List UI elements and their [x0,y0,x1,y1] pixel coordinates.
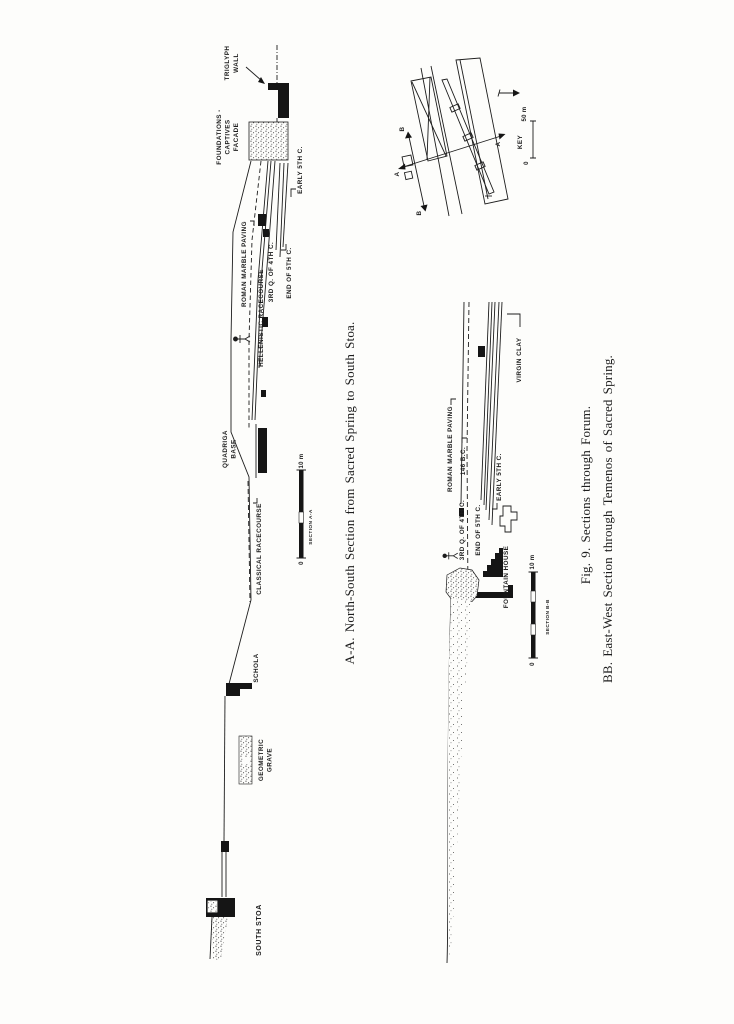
label-grave: GRAVE [266,747,274,773]
label-foundations: FOUNDATIONS - [216,109,223,165]
label-classical-racecourse: CLASSICAL RACECOURSE [256,503,263,595]
aa-stoa-wall-lines [222,852,226,897]
aa-geometric-grave-gap [243,757,249,764]
pointer-bracket [291,189,296,197]
key-label-b-bottom: B [416,210,423,216]
label-3rd-q-4th: 3RD Q. OF 4TH C. [268,241,275,303]
aa-block [263,229,269,237]
aa-block [261,390,266,397]
pointer-bracket [253,498,257,503]
caption-section-aa: A-A. North-South Section from Sacred Spring to South Stoa. [342,321,357,665]
aa-ground-line-south [224,696,225,841]
label-quadriga: QUADRIGA [222,430,229,468]
caption-figure: Fig. 9. Sections through Forum. [578,405,593,585]
label-3rd-q-4th: 3RD Q. OF 4TH C. [459,499,466,561]
key-title: KEY [517,134,524,150]
bb-paving-dashed-line [467,302,469,596]
bb-scale-10m: 10 m [530,554,536,570]
pointer-bracket [451,399,456,405]
label-146-bc: 146 B.C. [460,446,467,476]
label-south-stoa: SOUTH STOA [256,904,263,956]
label-facade: FACADE [233,122,240,152]
key-west-band-brace [412,77,446,160]
key-label-a-left: A [394,171,401,177]
bb-staircase [483,548,503,577]
arrowhead-icon [421,205,428,212]
key-map [394,58,536,216]
section-bb-drawing [443,302,538,963]
label-wall: WALL [233,53,240,73]
label-geometric: GEOMETRIC [258,738,265,782]
scale-figure-icon [234,335,251,343]
aa-triglyph-wall-structure [278,90,289,118]
aa-captives-facade-foundation [249,122,288,160]
aa-scale-title: SECTION A-A [309,509,314,545]
aa-scale-bar [297,470,307,558]
label-virgin-clay: VIRGIN CLAY [516,337,523,383]
scale-figure-icon [443,552,458,559]
aa-scale-0: 0 [299,561,305,565]
pointer-bracket [507,314,520,327]
bb-slope-stipple [448,598,472,963]
bb-scale-0: 0 [530,662,536,666]
north-arrow-icon [498,90,520,97]
bb-scale-bar [529,572,539,658]
aa-schola-structure [226,683,252,696]
label-early-5th: EARLY 5TH C. [496,453,503,501]
arrowhead-icon [405,132,412,139]
label-roman-marble-paving: ROMAN MARBLE PAVING [241,221,248,307]
pointer-bracket [462,438,467,443]
label-base: BASE [230,439,238,459]
key-label-a-right: A [495,141,502,147]
caption-section-bb: BB. East-West Section through Temenos of Sacred Spring. [600,355,615,683]
key-scale-0: 0 [524,161,530,165]
key-section-line-a [403,136,501,167]
key-scale-bar [530,121,536,158]
bb-block [478,346,485,357]
key-racecourse-strip [442,79,494,194]
pointer-bracket [250,221,254,226]
aa-block [258,214,266,226]
label-captives: CAPTIVES [224,119,232,155]
label-fountain-house: FOUNTAIN HOUSE [503,545,510,609]
aa-block [221,841,229,852]
key-small-building [404,171,412,179]
aa-quadriga-base-block [258,428,267,473]
label-end-of-5th: END OF 5TH C. [286,247,293,299]
key-scale-50m: 50 m [522,106,528,122]
label-end-of-5th: END OF 5TH C. [475,504,482,556]
label-roman-marble-paving: ROMAN MARBLE PAVING [447,406,454,492]
aa-triglyph-wall-structure [268,83,289,90]
label-triglyph: TRIGLYPH [224,45,231,81]
label-schola: SCHOLA [253,653,260,683]
label-early-5th: EARLY 5TH C. [297,146,304,194]
aa-south-stoa-block [208,901,217,912]
label-hellenistic-racecourse: HELLENISTIC RACECOURSE [258,269,265,367]
aa-line [210,917,212,959]
bb-fountain-profile [500,506,517,532]
arrowhead-icon [499,134,506,140]
arrowhead-icon [398,164,406,170]
aa-scale-10m: 10 m [299,453,305,469]
aa-leader-arrow [246,67,262,81]
section-aa-drawing [206,45,306,961]
aa-early5th-line [276,163,280,250]
key-label-b-top: B [399,126,406,132]
aa-south-stoa-foundation [211,917,228,961]
key-stoa-inner-line [460,60,488,199]
key-long-lines [421,66,462,216]
bb-scale-title: SECTION B-B [546,599,551,635]
